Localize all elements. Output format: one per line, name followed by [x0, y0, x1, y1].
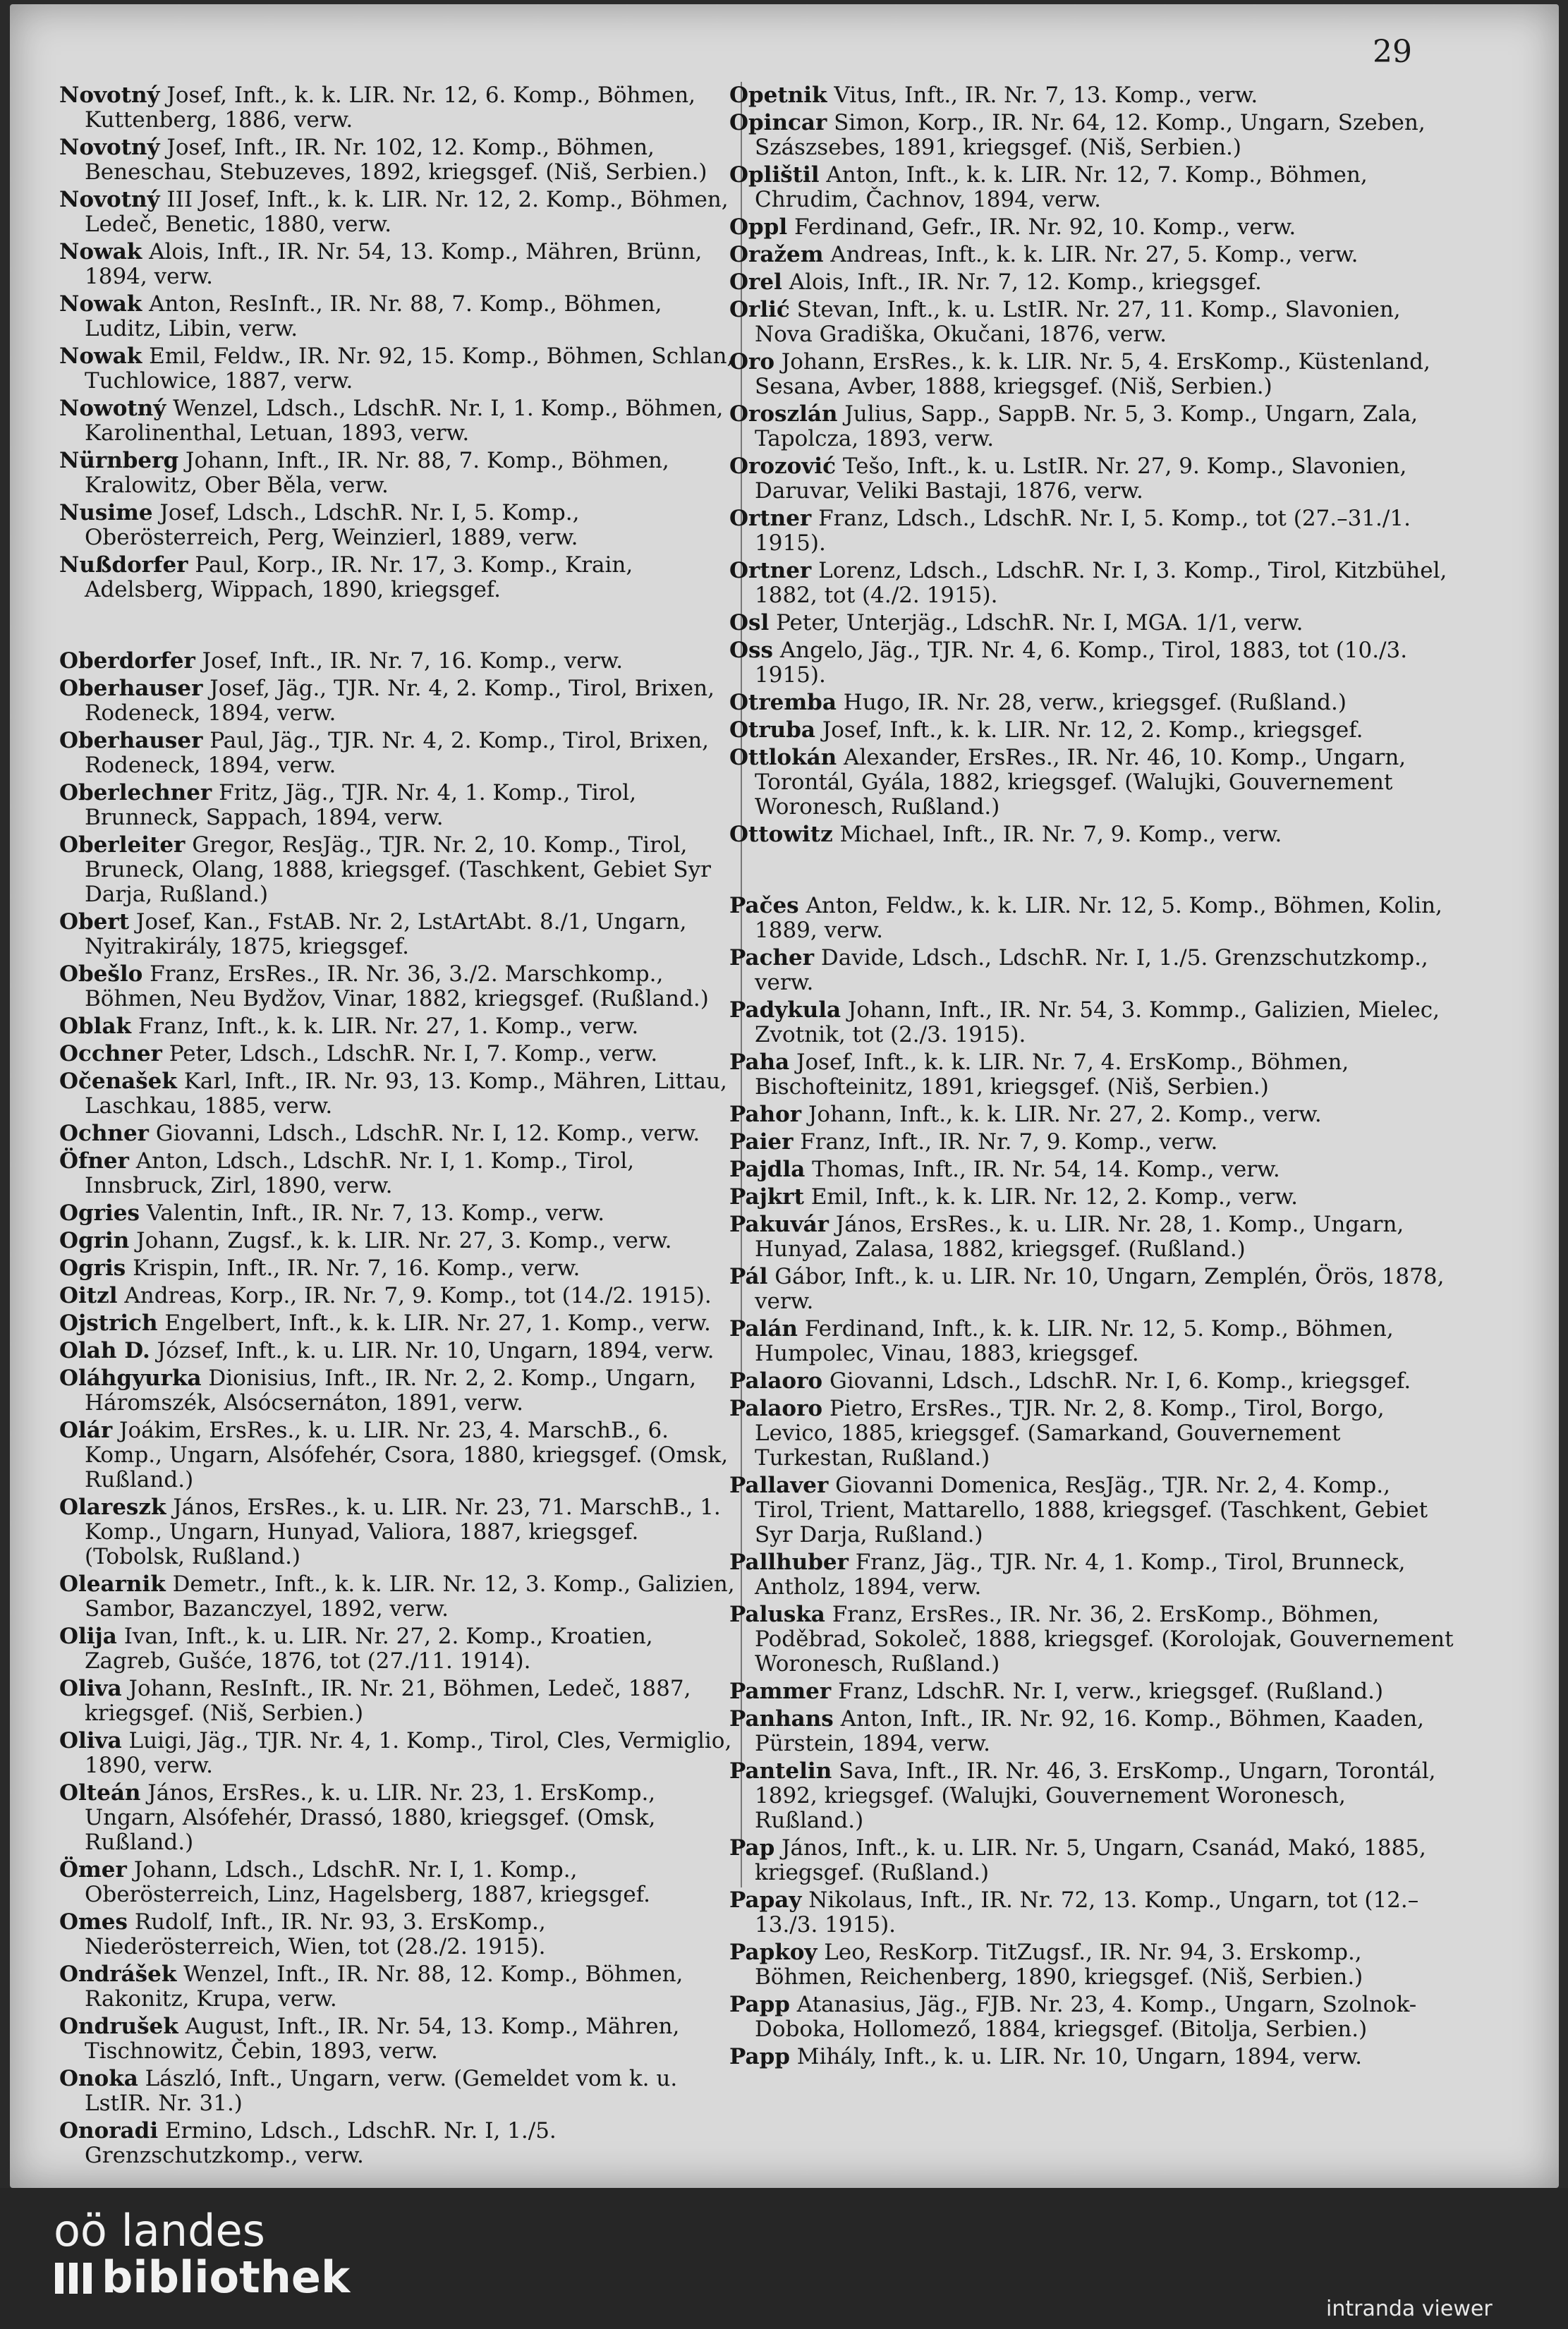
- entry-details: Rudolf, Inft., IR. Nr. 93, 3. ErsKomp., Niederösterreich, Wien, tot (28./2. 1915).: [85, 1909, 546, 1959]
- entry-details: Sava, Inft., IR. Nr. 46, 3. ErsKomp., Ungarn, Torontál, 1892, kriegsgef. (Walujki, Gouvernement Woronesch, Rußland.): [755, 1758, 1436, 1833]
- list-entry: [59, 729, 736, 778]
- entry-surname: Papkoy: [729, 1940, 818, 1965]
- entry-surname: Pacher: [729, 945, 815, 971]
- entry-details: Alexander, ErsRes., IR. Nr. 46, 10. Komp., Ungarn, Torontál, Gyála, 1882, kriegsgef. (Walujki, Gouvernement Woronesch, Rußland.): [755, 745, 1406, 820]
- list-entry: [729, 1050, 1456, 1100]
- entry-surname: Pammer: [729, 1679, 832, 1704]
- entry-surname: Oberlechner: [59, 780, 212, 805]
- entry-details: Michael, Inft., IR. Nr. 7, 9. Komp., verw.: [832, 822, 1282, 847]
- list-entry: [729, 1888, 1456, 1938]
- entry-surname: Osl: [729, 610, 770, 636]
- entry-surname: Onoka: [59, 2066, 138, 2091]
- entry-surname: Pallhuber: [729, 1550, 849, 1575]
- entry-details: Emil, Feldw., IR. Nr. 92, 15. Komp., Böhmen, Schlan, Tuchlowice, 1887, verw.: [85, 343, 734, 394]
- entry-surname: Ömer: [59, 1857, 127, 1883]
- entry-details: Thomas, Inft., IR. Nr. 54, 14. Komp., verw.: [805, 1157, 1280, 1182]
- list-entry: [59, 1729, 736, 1778]
- entry-details: Alois, Inft., IR. Nr. 7, 12. Komp., kriegsgef.: [782, 269, 1262, 295]
- entry-surname: Oliva: [59, 1676, 122, 1701]
- entry-details: Franz, ErsRes., IR. Nr. 36, 2. ErsKomp., Böhmen, Poděbrad, Sokoleč, 1888, kriegsgef. (Korolojak, Gouvernement Woronesch, Rußland.): [755, 1602, 1454, 1677]
- section-gap: [729, 850, 1456, 894]
- entry-surname: Ortner: [729, 506, 812, 531]
- entry-details: Johann, ResInft., IR. Nr. 21, Böhmen, Ledeč, 1887, kriegsgef. (Niš, Serbien.): [85, 1676, 691, 1726]
- entry-surname: Nowak: [59, 343, 142, 369]
- entry-surname: Nürnberg: [59, 448, 179, 473]
- entry-details: August, Inft., IR. Nr. 54, 13. Komp., Mähren, Tischnowitz, Čebin, 1893, verw.: [85, 2014, 680, 2064]
- entry-details: Johann, Inft., IR. Nr. 54, 3. Kommp., Galizien, Mielec, Zvotnik, tot (2./3. 1915).: [755, 997, 1440, 1047]
- list-entry: [729, 83, 1456, 108]
- entry-surname: Padykula: [729, 997, 841, 1023]
- entry-surname: Nowak: [59, 291, 142, 317]
- list-entry: [729, 350, 1456, 399]
- list-entry: [59, 781, 736, 830]
- entry-details: Vitus, Inft., IR. Nr. 7, 13. Komp., verw.: [827, 83, 1258, 108]
- entry-surname: Pakuvár: [729, 1212, 829, 1237]
- entry-surname: Otremba: [729, 690, 837, 715]
- entry-details: József, Inft., k. u. LIR. Nr. 10, Ungarn, 1894, verw.: [150, 1338, 715, 1363]
- list-entry: [729, 1130, 1456, 1155]
- entry-details: Tešo, Inft., k. u. LstIR. Nr. 27, 9. Komp., Slavonien, Daruvar, Veliki Bastaji, 1876, verw.: [755, 454, 1407, 504]
- entry-details: Franz, ErsRes., IR. Nr. 36, 3./2. Marschkomp., Böhmen, Neu Bydžov, Vinar, 1882, kriegsgef. (Rußland.): [85, 961, 709, 1011]
- entry-surname: Oplištil: [729, 162, 820, 188]
- entry-details: Angelo, Jäg., TJR. Nr. 4, 6. Komp., Tirol, 1883, tot (10./3. 1915).: [755, 638, 1408, 688]
- list-entry: [729, 270, 1456, 295]
- list-entry: [59, 344, 736, 394]
- section-gap: [59, 605, 736, 649]
- list-entry: [729, 1836, 1456, 1885]
- entry-details: Mihály, Inft., k. u. LIR. Nr. 10, Ungarn, 1894, verw.: [789, 2044, 1362, 2069]
- entry-details: Josef, Inft., k. k. LIR. Nr. 7, 4. ErsKomp., Böhmen, Bischofteinitz, 1891, kriegsgef. (Niš, Serbien.): [755, 1050, 1349, 1100]
- entry-surname: Pajkrt: [729, 1184, 804, 1210]
- entry-group-o: [59, 649, 736, 2168]
- entry-surname: Opetnik: [729, 83, 827, 108]
- entry-details: Ivan, Inft., k. u. LIR. Nr. 27, 2. Komp., Kroatien, Zagreb, Gušće, 1876, tot (27./11. 1914).: [85, 1624, 653, 1674]
- entry-details: Joákim, ErsRes., k. u. LIR. Nr. 23, 4. MarschB., 6. Komp., Ungarn, Alsófehér, Csora, 1880, kriegsgef. (Omsk, Rußland.): [85, 1418, 729, 1492]
- entry-details: Anton, Feldw., k. k. LIR. Nr. 12, 5. Komp., Böhmen, Kolin, 1889, verw.: [755, 893, 1442, 943]
- entry-surname: Papp: [729, 1992, 790, 2017]
- entry-details: Wenzel, Inft., IR. Nr. 88, 12. Komp., Böhmen, Rakonitz, Krupa, verw.: [85, 1962, 683, 2012]
- entry-surname: Novotný: [59, 83, 160, 108]
- entry-details: Giovanni, Ldsch., LdschR. Nr. I, 12. Komp., verw.: [149, 1121, 700, 1146]
- list-entry: [729, 1157, 1456, 1182]
- entry-surname: Orozović: [729, 454, 836, 479]
- list-entry: [729, 691, 1456, 715]
- list-entry: [729, 746, 1456, 820]
- list-entry: [59, 1339, 736, 1363]
- entry-details: János, ErsRes., k. u. LIR. Nr. 28, 1. Komp., Ungarn, Hunyad, Zalasa, 1882, kriegsgef. (Rußland.): [755, 1212, 1404, 1262]
- entry-details: Ermino, Ldsch., LdschR. Nr. I, 1./5. Grenzschutzkomp., verw.: [85, 2118, 557, 2168]
- entry-surname: Ogries: [59, 1200, 140, 1226]
- list-entry: [59, 240, 736, 289]
- list-entry: [729, 1940, 1456, 1990]
- list-entry: [59, 188, 736, 237]
- list-entry: [729, 454, 1456, 504]
- entry-surname: Ochner: [59, 1121, 150, 1146]
- entry-surname: Novotný: [59, 135, 160, 160]
- entry-surname: Olareszk: [59, 1495, 166, 1520]
- entry-surname: Oláhgyurka: [59, 1366, 202, 1391]
- list-entry: [729, 1397, 1456, 1471]
- entry-details: Paul, Korp., IR. Nr. 17, 3. Komp., Krain, Adelsberg, Wippach, 1890, kriegsgef.: [85, 552, 633, 602]
- list-entry: [59, 1121, 736, 1146]
- entry-surname: Nusime: [59, 500, 153, 525]
- entry-details: Anton, ResInft., IR. Nr. 88, 7. Komp., Böhmen, Luditz, Libin, verw.: [85, 291, 662, 341]
- entry-surname: Pap: [729, 1835, 775, 1861]
- list-entry: [59, 1495, 736, 1569]
- list-entry: [59, 1256, 736, 1281]
- list-entry: [59, 962, 736, 1011]
- list-entry: [729, 402, 1456, 451]
- entry-details: Johann, Inft., k. k. LIR. Nr. 27, 2. Komp., verw.: [801, 1102, 1322, 1127]
- entry-group-n: [59, 83, 736, 602]
- entry-surname: Palaoro: [729, 1368, 823, 1394]
- entry-surname: Öfner: [59, 1148, 129, 1174]
- list-entry: [729, 215, 1456, 240]
- entry-surname: Ogrin: [59, 1228, 130, 1253]
- entry-surname: Olteán: [59, 1780, 141, 1806]
- list-entry: [59, 1572, 736, 1622]
- entry-surname: Oss: [729, 638, 773, 663]
- list-entry: [729, 894, 1456, 943]
- list-entry: [59, 501, 736, 550]
- entry-details: Gábor, Inft., k. u. LIR. Nr. 10, Ungarn, Zemplén, Örös, 1878, verw.: [755, 1264, 1445, 1314]
- entry-details: Dionisius, Inft., IR. Nr. 2, 2. Komp., Ungarn, Háromszék, Alsócsernáton, 1891, verw.: [85, 1366, 697, 1416]
- document-page: [10, 4, 1559, 2188]
- list-entry: [59, 83, 736, 133]
- entry-surname: Oro: [729, 349, 775, 375]
- list-entry: [59, 1366, 736, 1416]
- entry-surname: Nowak: [59, 239, 142, 264]
- entry-surname: Novotný: [59, 187, 160, 212]
- list-entry: [729, 1993, 1456, 2042]
- entry-surname: Ottlokán: [729, 745, 837, 770]
- list-entry: [729, 1102, 1456, 1127]
- list-entry: [59, 135, 736, 185]
- entry-details: Krispin, Inft., IR. Nr. 7, 16. Komp., verw.: [126, 1255, 581, 1281]
- entry-surname: Obešlo: [59, 961, 143, 987]
- list-entry: [59, 1149, 736, 1198]
- entry-details: Ferdinand, Gefr., IR. Nr. 92, 10. Komp., verw.: [787, 214, 1296, 240]
- list-entry: [729, 1679, 1456, 1704]
- entry-details: Leo, ResKorp. TitZugsf., IR. Nr. 94, 3. Erskomp., Böhmen, Reichenberg, 1890, kriegsgef. (Niš, Serbien.): [755, 1940, 1363, 1990]
- entry-details: Peter, Ldsch., LdschR. Nr. I, 7. Komp., verw.: [162, 1041, 658, 1066]
- list-entry: [729, 638, 1456, 688]
- entry-details: Josef, Ldsch., LdschR. Nr. I, 5. Komp., Oberösterreich, Perg, Weinzierl, 1889, verw.: [85, 500, 580, 550]
- list-entry: [59, 1781, 736, 1855]
- list-entry: [59, 396, 736, 446]
- entry-surname: Nowotný: [59, 396, 166, 421]
- entry-details: III Josef, Inft., k. k. LIR. Nr. 12, 2. Komp., Böhmen, Ledeč, Benetic, 1880, verw.: [85, 187, 729, 237]
- entry-surname: Paier: [729, 1129, 794, 1155]
- entry-details: Stevan, Inft., k. u. LstIR. Nr. 27, 11. Komp., Slavonien, Nova Gradiška, Okučani, 1876, verw.: [755, 297, 1401, 347]
- library-logo-line1: oö landes: [54, 2205, 265, 2256]
- entry-surname: Olah D.: [59, 1338, 150, 1363]
- list-entry: [729, 111, 1456, 160]
- list-entry: [729, 163, 1456, 212]
- entry-details: Pietro, ErsRes., TJR. Nr. 2, 8. Komp., Tirol, Borgo, Levico, 1885, kriegsgef. (Samarkand, Gouvernement Turkestan, Rußland.): [755, 1396, 1385, 1471]
- entry-surname: Paha: [729, 1050, 790, 1075]
- list-entry: [59, 553, 736, 602]
- entry-surname: Pahor: [729, 1102, 802, 1127]
- list-entry: [729, 1550, 1456, 1600]
- entry-details: Peter, Unterjäg., LdschR. Nr. I, MGA. 1/1, verw.: [769, 610, 1303, 636]
- list-entry: [59, 1418, 736, 1492]
- entry-surname: Nußdorfer: [59, 552, 188, 578]
- list-entry: [729, 1759, 1456, 1833]
- list-entry: [729, 1265, 1456, 1314]
- right-column: [729, 83, 1456, 2072]
- entry-details: Alois, Inft., IR. Nr. 54, 13. Komp., Mähren, Brünn, 1894, verw.: [85, 239, 703, 289]
- list-entry: [59, 1624, 736, 1674]
- entry-surname: Pantelin: [729, 1758, 832, 1784]
- entry-details: Franz, Jäg., TJR. Nr. 4, 1. Komp., Tirol, Brunneck, Antholz, 1894, verw.: [755, 1550, 1406, 1600]
- entry-surname: Oitzl: [59, 1283, 118, 1308]
- entry-surname: Oroszlán: [729, 401, 838, 427]
- entry-surname: Occhner: [59, 1041, 162, 1066]
- entry-surname: Pál: [729, 1264, 768, 1289]
- entry-surname: Orel: [729, 269, 782, 295]
- entry-details: Hugo, IR. Nr. 28, verw., kriegsgef. (Rußland.): [836, 690, 1347, 715]
- list-entry: [59, 1042, 736, 1066]
- entry-details: Nikolaus, Inft., IR. Nr. 72, 13. Komp., Ungarn, tot (12.–13./3. 1915).: [755, 1887, 1419, 1938]
- entry-surname: Ojstrich: [59, 1311, 158, 1336]
- entry-details: Anton, Ldsch., LdschR. Nr. I, 1. Komp., Tirol, Innsbruck, Zirl, 1890, verw.: [85, 1148, 635, 1198]
- list-entry: [729, 2045, 1456, 2069]
- entry-surname: Orlić: [729, 297, 790, 322]
- list-entry: [59, 449, 736, 498]
- entry-details: Paul, Jäg., TJR. Nr. 4, 2. Komp., Tirol, Brixen, Rodeneck, 1894, verw.: [85, 728, 710, 778]
- entry-details: Johann, Ldsch., LdschR. Nr. I, 1. Komp., Oberösterreich, Linz, Hagelsberg, 1887, kriegsgef.: [85, 1857, 650, 1907]
- entry-details: László, Inft., Ungarn, verw. (Gemeldet vom k. u. LstIR. Nr. 31.): [85, 2066, 678, 2116]
- entry-details: Franz, LdschR. Nr. I, verw., kriegsgef. (Rußland.): [831, 1679, 1384, 1704]
- list-entry: [729, 243, 1456, 267]
- list-entry: [59, 1229, 736, 1253]
- list-entry: [59, 1962, 736, 2012]
- entry-details: Atanasius, Jäg., FJB. Nr. 23, 4. Komp., Ungarn, Szolnok-Doboka, Hollomező, 1884, kriegsgef. (Bitolja, Serbien.): [755, 1992, 1417, 2042]
- list-entry: [729, 946, 1456, 995]
- entry-details: Josef, Inft., IR. Nr. 102, 12. Komp., Böhmen, Beneschau, Stebuzeves, 1892, kriegsgef. (Niš, Serbien.): [85, 135, 707, 185]
- entry-surname: Oliva: [59, 1728, 122, 1753]
- entry-details: Josef, Inft., IR. Nr. 7, 16. Komp., verw.: [195, 648, 624, 674]
- entry-details: Lorenz, Ldsch., LdschR. Nr. I, 3. Komp., Tirol, Kitzbühel, 1882, tot (4./2. 1915).: [755, 558, 1447, 608]
- list-entry: [59, 292, 736, 341]
- list-entry: [729, 1369, 1456, 1394]
- entry-details: Andreas, Inft., k. k. LIR. Nr. 27, 5. Komp., verw.: [823, 242, 1359, 267]
- entry-details: Gregor, ResJäg., TJR. Nr. 2, 10. Komp., Tirol, Bruneck, Olang, 1888, kriegsgef. (Taschkent, Gebiet Syr Darja, Rußland.): [85, 832, 711, 907]
- entry-surname: Opincar: [729, 110, 827, 135]
- entry-details: Emil, Inft., k. k. LIR. Nr. 12, 2. Komp., verw.: [803, 1184, 1298, 1210]
- list-entry: [729, 1185, 1456, 1210]
- entry-surname: Pačes: [729, 893, 799, 918]
- entry-group-o-cont: [729, 83, 1456, 847]
- list-entry: [59, 1201, 736, 1226]
- entry-details: Josef, Jäg., TJR. Nr. 4, 2. Komp., Tirol, Brixen, Rodeneck, 1894, verw.: [85, 676, 715, 726]
- list-entry: [729, 611, 1456, 636]
- entry-surname: Otruba: [729, 717, 815, 743]
- list-entry: [59, 833, 736, 907]
- entry-surname: Očenašek: [59, 1069, 177, 1094]
- entry-surname: Ogris: [59, 1255, 126, 1281]
- entry-details: Valentin, Inft., IR. Nr. 7, 13. Komp., verw.: [139, 1200, 605, 1226]
- entry-surname: Onoradi: [59, 2118, 159, 2143]
- list-entry: [729, 506, 1456, 556]
- list-entry: [59, 1311, 736, 1336]
- entry-details: Johann, Zugsf., k. k. LIR. Nr. 27, 3. Komp., verw.: [129, 1228, 672, 1253]
- list-entry: [59, 2014, 736, 2064]
- entry-surname: Oppl: [729, 214, 788, 240]
- library-logo-icon: [54, 2260, 96, 2295]
- entry-surname: Palán: [729, 1316, 798, 1342]
- entry-details: Anton, Inft., k. k. LIR. Nr. 12, 7. Komp., Böhmen, Chrudim, Čachnov, 1894, verw.: [755, 162, 1368, 212]
- entry-details: Luigi, Jäg., TJR. Nr. 4, 1. Komp., Tirol, Cles, Vermiglio, 1890, verw.: [85, 1728, 732, 1778]
- list-entry: [729, 559, 1456, 608]
- entry-surname: Paluska: [729, 1602, 825, 1627]
- entry-details: János, Inft., k. u. LIR. Nr. 5, Ungarn, Csanád, Makó, 1885, kriegsgef. (Rußland.): [755, 1835, 1426, 1885]
- list-entry: [59, 1910, 736, 1959]
- entry-details: János, ErsRes., k. u. LIR. Nr. 23, 71. MarschB., 1. Komp., Ungarn, Hunyad, Valiora, 1887, kriegsgef. (Tobolsk, Rußland.): [85, 1495, 721, 1569]
- entry-surname: Omes: [59, 1909, 128, 1935]
- entry-surname: Oberleiter: [59, 832, 186, 858]
- entry-details: Franz, Ldsch., LdschR. Nr. I, 5. Komp., tot (27.–31./1. 1915).: [755, 506, 1411, 556]
- entry-details: Johann, ErsRes., k. k. LIR. Nr. 5, 4. ErsKomp., Küstenland, Sesana, Avber, 1888, kriegsgef. (Niš, Serbien.): [755, 349, 1430, 399]
- left-column: [59, 83, 736, 2171]
- list-entry: [59, 2119, 736, 2168]
- list-entry: [729, 1317, 1456, 1366]
- entry-surname: Olár: [59, 1418, 113, 1443]
- entry-surname: Panhans: [729, 1706, 834, 1732]
- entry-details: Simon, Korp., IR. Nr. 64, 12. Komp., Ungarn, Szeben, Szászsebes, 1891, kriegsgef. (Niš, Serbien.): [755, 110, 1426, 160]
- entry-surname: Oblak: [59, 1014, 132, 1039]
- library-logo-line2: [54, 2251, 351, 2303]
- list-entry: [729, 998, 1456, 1047]
- entry-surname: Papay: [729, 1887, 802, 1913]
- entry-surname: Obert: [59, 909, 130, 935]
- list-entry: [729, 718, 1456, 743]
- entry-details: Giovanni Domenica, ResJäg., TJR. Nr. 2, 4. Komp., Tirol, Trient, Mattarello, 1888, kriegsgef. (Taschkent, Gebiet Syr Darja, Rußland.): [755, 1473, 1428, 1547]
- entry-details: Davide, Ldsch., LdschR. Nr. I, 1./5. Grenzschutzkomp., verw.: [755, 945, 1428, 995]
- list-entry: [59, 1284, 736, 1308]
- entry-surname: Oberhauser: [59, 676, 203, 701]
- entry-details: Johann, Inft., IR. Nr. 88, 7. Komp., Böhmen, Kralowitz, Ober Běla, verw.: [85, 448, 669, 498]
- list-entry: [729, 822, 1456, 847]
- entry-details: Julius, Sapp., SappB. Nr. 5, 3. Komp., Ungarn, Zala, Tapolcza, 1893, verw.: [755, 401, 1418, 451]
- list-entry: [59, 1858, 736, 1907]
- list-entry: [59, 2067, 736, 2116]
- list-entry: [59, 676, 736, 726]
- entry-surname: Olearnik: [59, 1571, 166, 1597]
- entry-details: Engelbert, Inft., k. k. LIR. Nr. 27, 1. Komp., verw.: [157, 1311, 711, 1336]
- entry-details: Demetr., Inft., k. k. LIR. Nr. 12, 3. Komp., Galizien, Sambor, Bazanczyel, 1892, verw.: [85, 1571, 735, 1622]
- list-entry: [59, 1677, 736, 1726]
- entry-details: Karl, Inft., IR. Nr. 93, 13. Komp., Mähren, Littau, Laschkau, 1885, verw.: [85, 1069, 727, 1119]
- entry-details: Fritz, Jäg., TJR. Nr. 4, 1. Komp., Tirol, Brunneck, Sappach, 1894, verw.: [85, 780, 637, 830]
- entry-surname: Ottowitz: [729, 822, 833, 847]
- list-entry: [729, 1603, 1456, 1677]
- entry-details: Franz, Inft., IR. Nr. 7, 9. Komp., verw.: [793, 1129, 1218, 1155]
- entry-surname: Ondrášek: [59, 1962, 177, 1987]
- list-entry: [729, 298, 1456, 347]
- entry-details: Andreas, Korp., IR. Nr. 7, 9. Komp., tot (14./2. 1915).: [117, 1283, 712, 1308]
- entry-details: Josef, Kan., FstAB. Nr. 2, LstArtAbt. 8./1, Ungarn, Nyitrakirály, 1875, kriegsgef.: [85, 909, 687, 959]
- entry-details: Franz, Inft., k. k. LIR. Nr. 27, 1. Komp., verw.: [131, 1014, 639, 1039]
- page-number: 29: [1373, 34, 1412, 70]
- entry-details: János, ErsRes., k. u. LIR. Nr. 23, 1. ErsKomp., Ungarn, Alsófehér, Drassó, 1880, kriegsgef. (Omsk, Rußland.): [85, 1780, 656, 1855]
- entry-surname: Palaoro: [729, 1396, 823, 1421]
- list-entry: [729, 1473, 1456, 1547]
- entry-details: Josef, Inft., k. k. LIR. Nr. 12, 6. Komp., Böhmen, Kuttenberg, 1886, verw.: [85, 83, 696, 133]
- entry-details: Josef, Inft., k. k. LIR. Nr. 12, 2. Komp., kriegsgef.: [815, 717, 1363, 743]
- entry-surname: Oberhauser: [59, 728, 203, 753]
- entry-details: Ferdinand, Inft., k. k. LIR. Nr. 12, 5. Komp., Böhmen, Humpolec, Vinau, 1883, kriegsgef.: [755, 1316, 1394, 1366]
- entry-surname: Oberdorfer: [59, 648, 195, 674]
- entry-surname: Olija: [59, 1624, 117, 1649]
- entry-surname: Ortner: [729, 558, 812, 583]
- list-entry: [729, 1707, 1456, 1756]
- entry-surname: Oražem: [729, 242, 824, 267]
- viewer-label: intranda viewer: [1326, 2297, 1493, 2321]
- list-entry: [59, 1069, 736, 1119]
- entry-details: Giovanni, Ldsch., LdschR. Nr. I, 6. Komp., kriegsgef.: [822, 1368, 1411, 1394]
- entry-details: Anton, Inft., IR. Nr. 92, 16. Komp., Böhmen, Kaaden, Pürstein, 1894, verw.: [755, 1706, 1425, 1756]
- list-entry: [59, 910, 736, 959]
- entry-surname: Pajdla: [729, 1157, 806, 1182]
- list-entry: [59, 1014, 736, 1039]
- entry-surname: Pallaver: [729, 1473, 829, 1498]
- entry-surname: Ondrušek: [59, 2014, 178, 2039]
- entry-surname: Papp: [729, 2044, 790, 2069]
- entry-group-p: [729, 894, 1456, 2069]
- entry-details: Wenzel, Ldsch., LdschR. Nr. I, 1. Komp., Böhmen, Karolinenthal, Letuan, 1893, verw.: [85, 396, 724, 446]
- library-logo-text: bibliothek: [102, 2251, 351, 2303]
- list-entry: [729, 1212, 1456, 1262]
- list-entry: [59, 649, 736, 674]
